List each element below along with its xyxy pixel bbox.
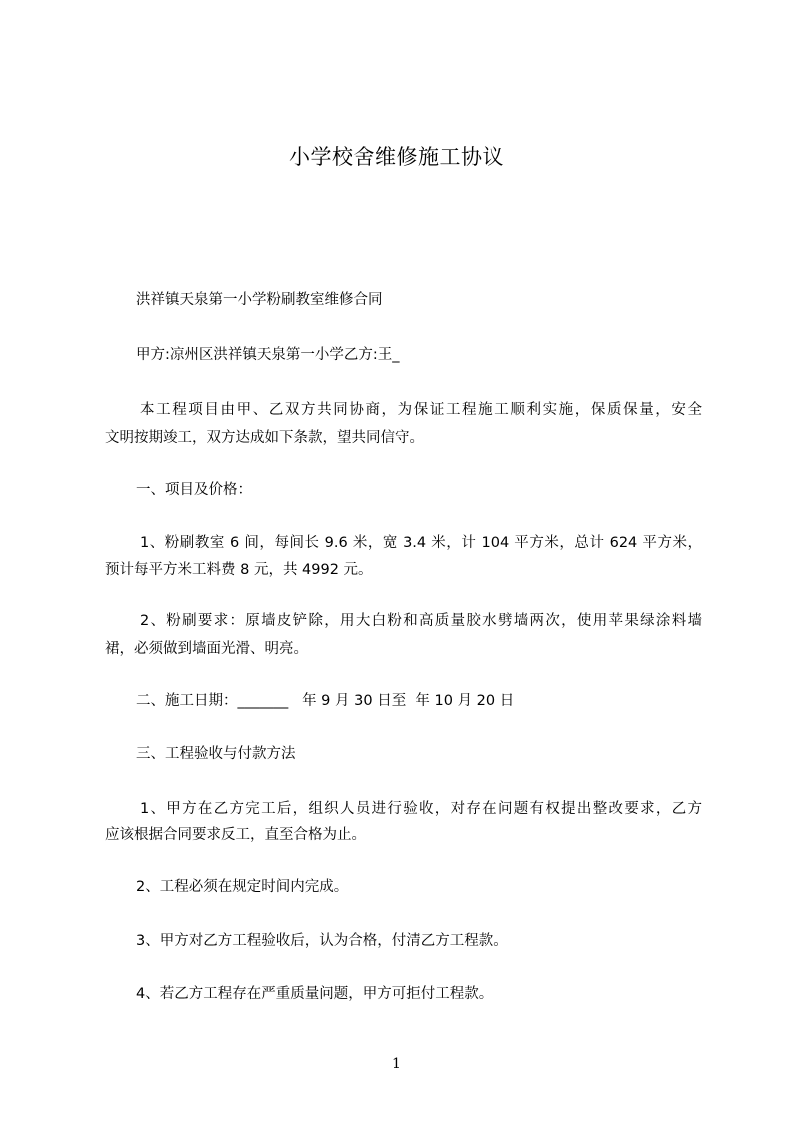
- section1-item1-line-1: 1、粉刷教室 6 间，每间长 9.6 米，宽 3.4 米，计 104 平方米，总计 624 平方米，: [140, 535, 702, 551]
- section3-heading: 三、工程验收与付款方法: [136, 746, 296, 762]
- section3-item1-line-2: 应该根据合同要求反工，直至合格为止。: [105, 827, 366, 843]
- page-number: 1: [392, 1056, 401, 1072]
- parties-line: 甲方:凉州区洪祥镇天泉第一小学乙方:王_: [136, 347, 400, 363]
- section3-item1-line-1: 1、甲方在乙方完工后，组织人员进行验收，对存在问题有权提出整改要求，乙方: [140, 801, 702, 817]
- section3-item2: 2、工程必须在规定时间内完成。: [136, 879, 349, 895]
- intro-line-2: 文明按期竣工，双方达成如下条款，望共同信守。: [105, 430, 424, 446]
- intro-line-1: 本工程项目由甲、乙双方共同协商，为保证工程施工顺利实施，保质保量，安全: [140, 402, 702, 418]
- section1-item2-line-2: 裙，必须做到墙面光滑、明亮。: [105, 641, 308, 657]
- section3-item4: 4、若乙方工程存在严重质量问题，甲方可拒付工程款。: [136, 986, 494, 1002]
- section1-item1-line-2: 预计每平方米工料费 8 元，共 4992 元。: [105, 562, 373, 578]
- contract-name: 洪祥镇天泉第一小学粉刷教室维修合同: [136, 292, 383, 308]
- section1-item2-line-1: 2、粉刷要求：原墙皮铲除，用大白粉和高质量胶水劈墙两次，使用苹果绿涂料墙: [140, 613, 702, 629]
- section1-heading: 一、项目及价格：: [136, 482, 252, 498]
- section2-schedule: 二、施工日期：_______ 年 9 月 30 日至 年 10 月 20 日: [136, 693, 515, 709]
- document-title: 小学校舍维修施工协议: [289, 145, 504, 169]
- section3-item3: 3、甲方对乙方工程验收后，认为合格，付清乙方工程款。: [136, 933, 508, 949]
